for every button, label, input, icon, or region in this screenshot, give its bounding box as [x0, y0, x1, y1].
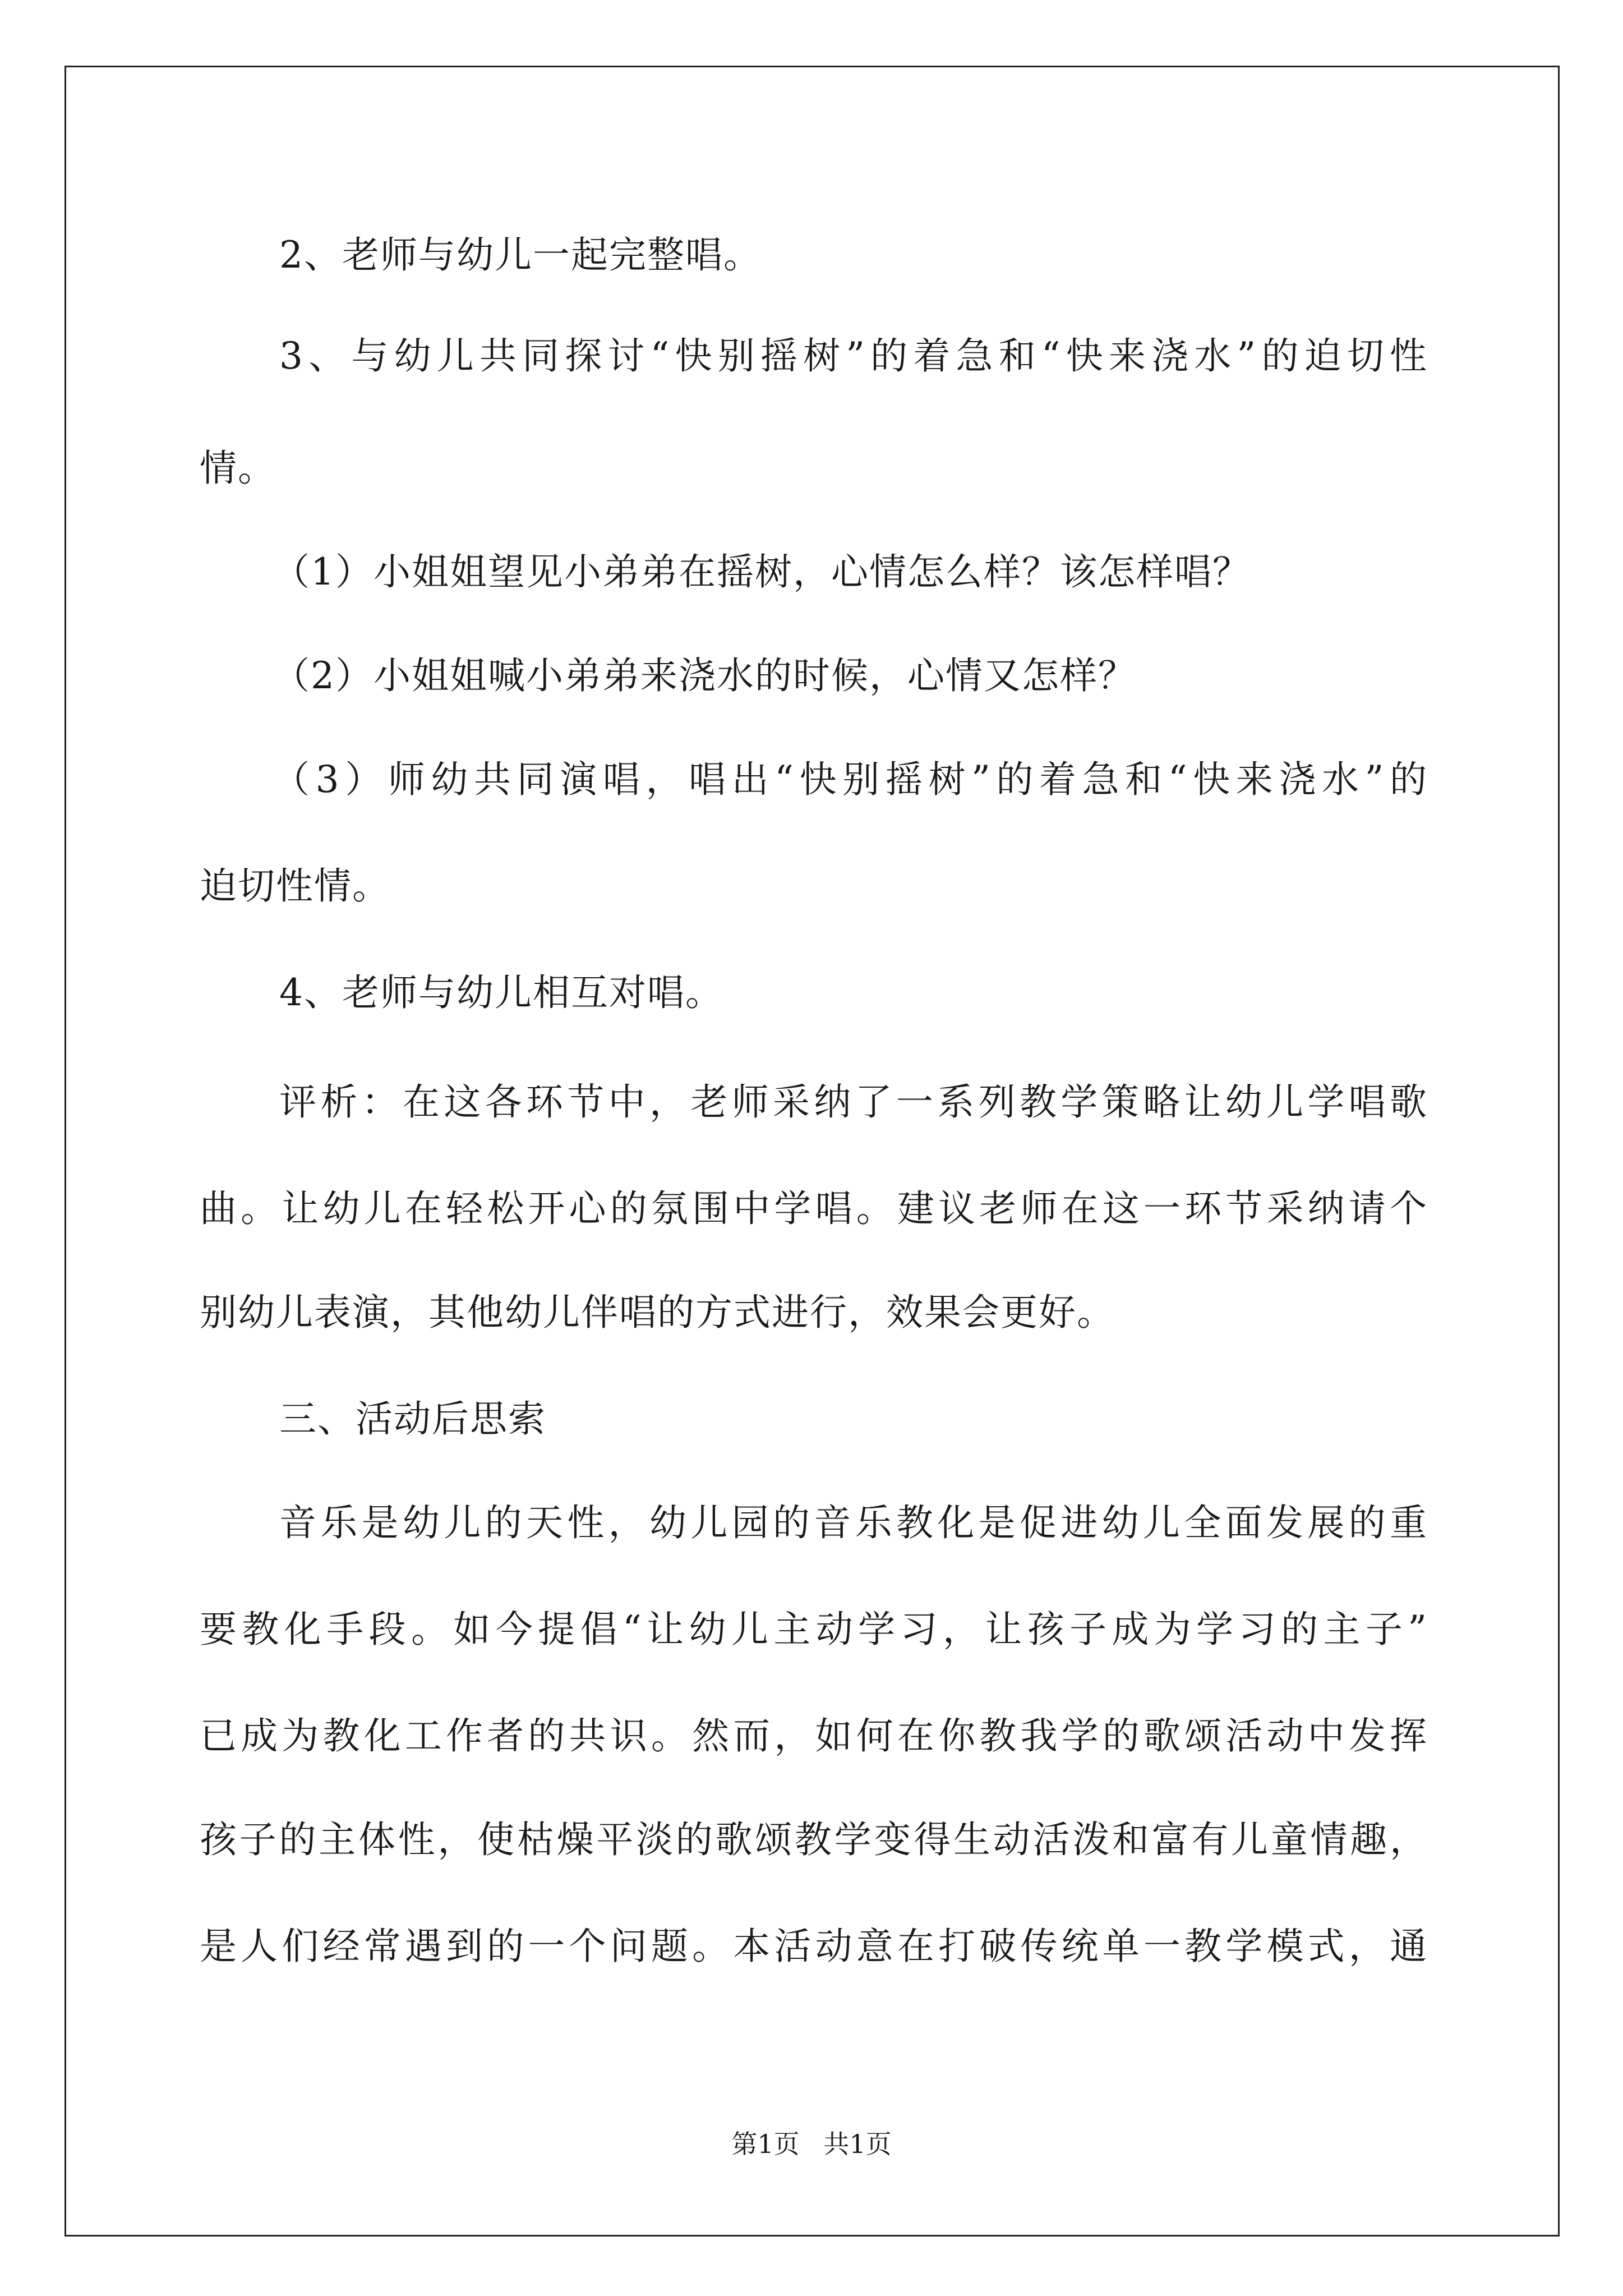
paragraph-line: 迫切性情。 — [200, 864, 390, 908]
paragraph-line: 已成为教化工作者的共识。然而，如何在你教我学的歌颂活动中发挥 — [200, 1714, 1428, 1757]
paragraph-line: 音乐是幼儿的天性，幼儿园的音乐教化是促进幼儿全面发展的重 — [279, 1501, 1428, 1544]
paragraph-line: 4、老师与幼儿相互对唱。 — [279, 971, 723, 1014]
page-border — [64, 66, 1560, 2237]
page-number: 第1页 — [731, 2129, 800, 2159]
paragraph-line: 情。 — [200, 447, 276, 490]
paragraph-line: 3、与幼儿共同探讨“快别摇树”的着急和“快来浇水”的迫切性 — [279, 334, 1428, 378]
page-footer — [0, 2127, 1623, 2161]
paragraph-line: 别幼儿表演，其他幼儿伴唱的方式进行，效果会更好。 — [200, 1291, 1115, 1334]
paragraph-line: （1）小姐姐望见小弟弟在摇树，心情怎么样？该怎样唱？ — [273, 550, 1251, 593]
paragraph-line: 曲。让幼儿在轻松开心的氛围中学唱。建议老师在这一环节采纳请个 — [200, 1187, 1428, 1230]
paragraph-line: 评析：在这各环节中，老师采纳了一系列教学策略让幼儿学唱歌 — [279, 1080, 1428, 1124]
paragraph-line: 是人们经常遇到的一个问题。本活动意在打破传统单一教学模式，通 — [200, 1925, 1428, 1968]
paragraph-line: 2、老师与幼儿一起完整唱。 — [279, 233, 762, 277]
paragraph-line: 要教化手段。如今提倡“让幼儿主动学习，让孩子成为学习的主子” — [200, 1608, 1428, 1651]
section-heading: 三、活动后思索 — [279, 1397, 546, 1441]
page-total: 共1页 — [823, 2129, 892, 2159]
paragraph-line: （2）小姐姐喊小弟弟来浇水的时候，心情又怎样？ — [273, 654, 1136, 697]
paragraph-line: （3）师幼共同演唱，唱出“快别摇树”的着急和“快来浇水”的 — [273, 758, 1428, 801]
paragraph-line: 孩子的主体性，使枯燥平淡的歌颂教学变得生动活泼和富有儿童情趣， — [200, 1818, 1428, 1861]
